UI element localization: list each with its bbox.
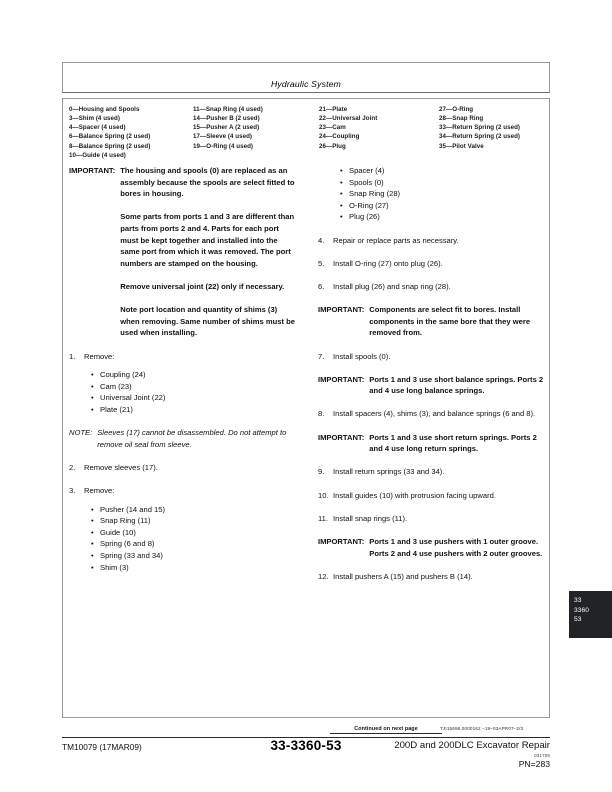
list-item: • Cam (23): [91, 381, 296, 393]
continued-bullets: [318, 165, 545, 223]
parts-legend-item: 22—Universal Joint: [319, 115, 378, 123]
important-paragraph: The housing and spools (0) are replaced as an assembly because the spools are select fitted to bores in housing.: [120, 166, 295, 199]
step-number: 3.: [69, 486, 76, 496]
date-code: 031709: [534, 753, 550, 758]
list-item: • O-Ring (27): [340, 200, 545, 212]
step-text: Install guides (10) with protrusion facing upward.: [333, 490, 496, 500]
step-2: [69, 462, 296, 474]
parts-legend-item: 4—Spacer (4 used): [69, 124, 126, 132]
important-paragraph: Note port location and quantity of shims (3) when removing. Same number of shims must be used when installing.: [120, 305, 295, 338]
parts-legend-item: 0—Housing and Spools: [69, 106, 140, 113]
continued-label: Continued on next page: [330, 726, 442, 734]
thumb-tab-line-3: 53: [574, 616, 582, 624]
step-text: Install return springs (33 and 34).: [333, 467, 445, 477]
important-label: IMPORTANT:: [69, 166, 116, 175]
list-item: • Coupling (24): [91, 369, 296, 381]
parts-legend-item: 27—O-Ring: [439, 106, 474, 113]
continued-marker: [330, 726, 442, 734]
page-number: PN=283: [518, 759, 550, 769]
thumb-tab-line-1: 33: [574, 597, 582, 604]
step-number: 8.: [318, 409, 325, 419]
spacer: [69, 415, 296, 427]
list-item: • Guide (10): [91, 527, 296, 539]
step-text: Remove:: [84, 351, 115, 361]
important-block-balance-springs: [318, 374, 545, 397]
step-9: [318, 466, 545, 478]
list-item: • Plug (26): [340, 211, 545, 223]
step-text: Repair or replace parts as necessary.: [333, 235, 459, 245]
parts-legend-item: 23—Cam: [319, 124, 346, 132]
parts-legend-item: 33—Return Spring (2 used): [439, 124, 521, 132]
step-3-bullets: [69, 504, 296, 574]
parts-legend-column-2: [193, 105, 319, 160]
step-3: [69, 485, 296, 497]
step-text: Remove:: [84, 486, 115, 496]
parts-legend-column-1: [69, 105, 193, 160]
step-text: Install pushers A (15) and pushers B (14).: [333, 571, 473, 581]
important-label: IMPORTANT:: [318, 537, 365, 546]
parts-legend-item: 8—Balance Spring (2 used): [69, 142, 151, 150]
section-number: 33-3360-53: [270, 738, 342, 753]
step-text: Remove sleeves (17).: [84, 462, 158, 472]
list-item: • Spring (6 and 8): [91, 538, 296, 550]
manual-id: TM10079 (17MAR09): [62, 742, 142, 752]
parts-legend-item: 17—Sleeve (4 used): [193, 133, 253, 141]
important-body: [120, 165, 296, 339]
list-item: • Pusher (14 and 15): [91, 504, 296, 516]
step-7: [318, 351, 545, 363]
important-block-return-springs: [318, 432, 545, 455]
step-5: [318, 258, 545, 270]
parts-legend-item: 28—Snap Ring: [439, 115, 484, 123]
step-number: 1.: [69, 351, 76, 361]
body-columns: [69, 165, 545, 594]
step-text: Install spacers (4), shims (3), and balance springs (6 and 8).: [333, 409, 536, 419]
parts-legend-item: 19—O-Ring (4 used): [193, 142, 254, 150]
step-number: 12.: [318, 571, 329, 581]
parts-legend: [69, 105, 545, 160]
section-thumb-tab: [569, 591, 612, 638]
spacer: [69, 362, 296, 369]
step-12: [318, 571, 545, 583]
step-number: 2.: [69, 462, 76, 472]
important-label: IMPORTANT:: [318, 305, 365, 315]
list-item: • Snap Ring (28): [340, 188, 545, 200]
parts-legend-column-4: [439, 105, 545, 160]
parts-legend-item: 24—Coupling: [319, 133, 360, 141]
important-block-select-fit: [318, 304, 545, 339]
parts-legend-item: 26—Plug: [319, 142, 346, 150]
step-6: [318, 281, 545, 293]
thumb-tab-line-2: 3360: [574, 606, 590, 614]
important-label: IMPORTANT:: [318, 374, 365, 384]
spacer: [69, 497, 296, 504]
step-text: Install spools (0).: [333, 351, 391, 361]
important-paragraph: Some parts from ports 1 and 3 are different than parts from ports 2 and 4. Parts for each port must be kept together and installed into the same port from which it was removed. The port numbers are stamped on the housing.: [120, 212, 295, 268]
step-number: 7.: [318, 351, 325, 361]
step-number: 5.: [318, 258, 325, 268]
note-label: NOTE:: [69, 428, 93, 438]
important-block-housing-spools: [69, 165, 296, 339]
step-10: [318, 490, 545, 502]
step-11: [318, 513, 545, 525]
step-text: Install plug (26) and snap ring (28).: [333, 281, 451, 291]
parts-legend-item: 14—Pusher B (2 used): [193, 115, 260, 123]
content-frame: [62, 98, 550, 718]
list-item: • Spools (0): [340, 177, 545, 189]
step-number: 11.: [318, 513, 328, 523]
step-text: Install O-ring (27) onto plug (26).: [333, 258, 443, 268]
step-number: 6.: [318, 281, 325, 291]
important-paragraph: Remove universal joint (22) only if necessary.: [120, 281, 285, 291]
note-block-sleeves: [69, 427, 296, 450]
parts-legend-item: 15—Pusher A (2 used): [193, 124, 260, 132]
list-item: • Snap Ring (11): [91, 515, 296, 527]
parts-legend-column-3: [319, 105, 439, 160]
left-column: [69, 165, 296, 594]
important-body: Components are select fit to bores. Install components in the same bore that they were removed from.: [369, 305, 531, 338]
list-item: • Spring (33 and 34): [91, 550, 296, 562]
step-number: 9.: [318, 467, 325, 477]
header-title: Hydraulic System: [270, 79, 342, 89]
list-item: • Plate (21): [91, 404, 296, 416]
right-column: [318, 165, 545, 594]
document-reference-code: TJI15698,0000162 –19–03APR07–2/3: [440, 726, 524, 731]
important-body: Ports 1 and 3 use short return springs. Ports 2 and 4 use long return springs.: [369, 432, 537, 454]
important-label: IMPORTANT:: [318, 432, 365, 442]
important-body: Ports 1 and 3 use pushers with 1 outer groove. Ports 2 and 4 use pushers with 2 outer grooves.: [369, 537, 543, 558]
important-block-pushers: [318, 536, 545, 559]
step-number: 10.: [318, 490, 329, 500]
parts-legend-item: 11—Snap Ring (4 used): [193, 106, 263, 113]
important-body: Ports 1 and 3 use short balance springs. Ports 2 and 4 use long balance springs.: [369, 374, 544, 396]
parts-legend-item: 3—Shim (4 used): [69, 115, 120, 123]
parts-legend-item: 21—Plate: [319, 106, 348, 113]
list-item: • Spacer (4): [340, 165, 545, 177]
step-8: [318, 408, 545, 420]
step-1: [69, 351, 296, 363]
note-body: Sleeves (17) cannot be disassembled. Do not attempt to remove oil seal from sleeve.: [97, 428, 287, 449]
step-4: [318, 235, 545, 247]
step-number: 4.: [318, 235, 325, 245]
running-header: [62, 62, 550, 93]
parts-legend-item: 6—Balance Spring (2 used): [69, 133, 151, 141]
step-text: Install snap rings (11).: [333, 513, 408, 523]
list-item: • Shim (3): [91, 562, 296, 574]
parts-legend-item: 10—Guide (4 used): [69, 151, 126, 159]
step-1-bullets: [69, 369, 296, 415]
spacer: [318, 223, 545, 235]
parts-legend-item: 34—Return Spring (2 used): [439, 133, 521, 141]
parts-legend-item: 35—Pilot Valve: [439, 142, 484, 150]
list-item: • Universal Joint (22): [91, 392, 296, 404]
publication-title: 200D and 200DLC Excavator Repair: [394, 740, 550, 751]
